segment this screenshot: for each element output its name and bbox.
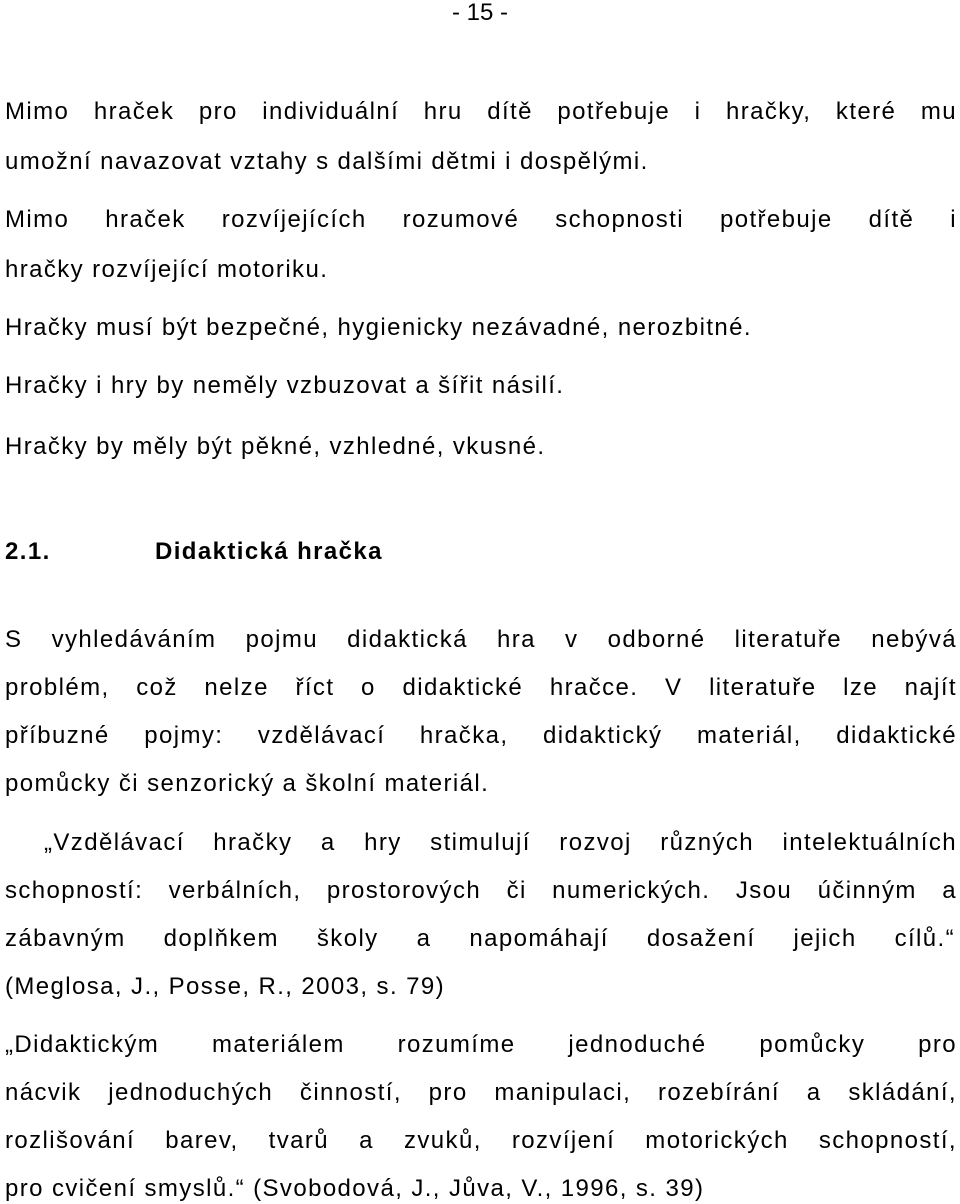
section-number: 2.1. (5, 538, 51, 565)
quote-line: „Vzdělávací hračky a hry stimulují rozvoj různých intelektuálních (44, 829, 957, 856)
paragraph-line: problém, což nelze říct o didaktické hračce. V literatuře lze najít (5, 674, 957, 701)
citation: (Meglosa, J., Posse, R., 2003, s. 79) (5, 973, 445, 1000)
quote-line: schopností: verbálních, prostorových či numerických. Jsou účinným a (5, 877, 957, 904)
paragraph-line: hračky rozvíjející motoriku. (5, 256, 329, 283)
section-title: Didaktická hračka (155, 538, 383, 565)
quote-line: pro cvičení smyslů.“ (Svobodová, J., Jůva, V., 1996, s. 39) (5, 1175, 705, 1202)
paragraph-line: Hračky by měly být pěkné, vzhledné, vkusné. (5, 433, 546, 460)
paragraph-line: S vyhledáváním pojmu didaktická hra v odborné literatuře nebývá (5, 626, 957, 653)
paragraph-line: Hračky musí být bezpečné, hygienicky nezávadné, nerozbitné. (5, 314, 752, 341)
paragraph-line: umožní navazovat vztahy s dalšími dětmi i dospělými. (5, 148, 649, 175)
quote-line: zábavným doplňkem školy a napomáhají dosažení jejich cílů.“ (5, 925, 955, 952)
quote-line: nácvik jednoduchých činností, pro manipulaci, rozebírání a skládání, (5, 1079, 957, 1106)
paragraph-line: Hračky i hry by neměly vzbuzovat a šířit násilí. (5, 372, 565, 399)
quote-line: rozlišování barev, tvarů a zvuků, rozvíjení motorických schopností, (5, 1127, 957, 1154)
page-number: - 15 - (451, 0, 508, 26)
paragraph-line: Mimo hraček pro individuální hru dítě potřebuje i hračky, které mu (5, 98, 957, 125)
paragraph-line: příbuzné pojmy: vzdělávací hračka, didaktický materiál, didaktické (5, 722, 957, 749)
paragraph-line: pomůcky či senzorický a školní materiál. (5, 770, 490, 797)
quote-line: „Didaktickým materiálem rozumíme jednoduché pomůcky pro (5, 1031, 957, 1058)
section-heading (5, 537, 383, 567)
paragraph-line: Mimo hraček rozvíjejících rozumové schopnosti potřebuje dítě i (5, 206, 957, 233)
